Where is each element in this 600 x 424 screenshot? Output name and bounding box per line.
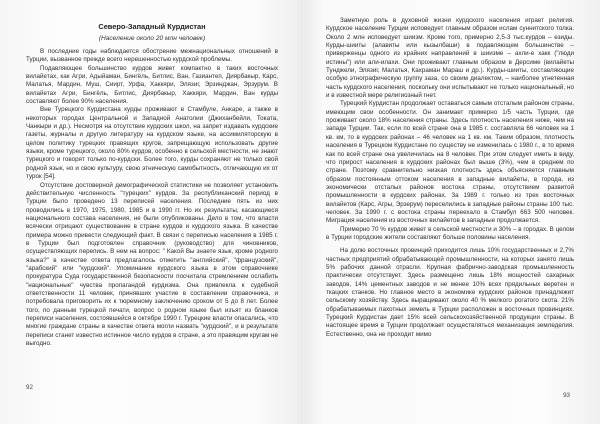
paragraph: В последние годы наблюдается обострение межнациональных отношений в Турции, вызванное прежде всего нерешенностью курдской проблемы. — [26, 48, 278, 64]
paragraph: На долю восточных провинций приходится лишь 10% государственных и 2,7% частных предприятий обрабатывающей промышленности, на которых занято лишь 5% рабочих данной отрасли. Крупная фабрично-заводская промышленность практически отсутствует. Здесь размещено лишь 18% мощностей сахарных заводов, 14% цементных заводов и не менее 10% всех прядильных веретен и ткацких станков. Но главное место в экономике курдских районов принадлежит сельскому хозяйству. Здесь выращивают около 40 % мелкого рогатого скота. 21% обрабатываемых пахотных земель в Турции расположен в восточных провинциях. Турецкий Курдистан дает 15% всей сельскохозяйственной продукции страны. В настоящее время в Турции продолжает осуществляться механизация земледелия. Естественно, она не проходит мимо — [326, 247, 574, 338]
section-title: Северо-Западный Курдистан — [98, 22, 206, 31]
paragraph: Примерно 70 % курдов живет в сельской местности и 30% – в городах. В целом в Турции городские жители составляют больше половины населения. — [326, 225, 574, 241]
page-number: 93 — [563, 392, 570, 399]
paragraph: Заметную роль в духовной жизни курдского населения играет религия. Курдское население Турции исповедует главным образом ислам суннитского толка. Около 2 млн исповедует шиизм. Кроме того, примерно 2,5-3 тыс.курдов – езиды. Курды-шииты (алавиты или кызылбаши) в подавляющем большинстве – приверженцы одного из крайних направлений в шиизме – ахли-е хакк ("люди истины") или али-илахи. Они проживают главным образом в Дерсиме (вилайеты Тунджели, Элязиг, Малатья, Кахраман Мараш и др.). Курды-шииты, составляющие особую этнографическую группу заза, со своим диалектом, – наиболее угнетенная часть курдского населения, поскольку они испытывают не только национальный, но и в известной мере религиозный гнет. — [326, 17, 574, 100]
paragraph: Подавляющее большинство курдов живет компактно в таких восточных вилайетах, как Агри, Адыйаман, Бингёль, Битлис, Ван, Газиантеп, Диярбакыр, Карс, Малатья, Мардин, Муш, Сиирт, Урфа, Хаккяри, Элязиг, Эрзинджан, Эрзурум. В вилайетах Агри, Бингёль, Битлис, Диярбакыр, Хаккяри, Мардин, Ван курды составляют более 90% населения. — [26, 64, 278, 106]
paragraph: Вне Турецкого Курдистана курды проживают в Стамбуле, Анкаре, а также в некоторых городах Центральной и Западной Анатолии (Джиханбейли, Токата, Чанкыри и др.). Несмотря на отсутствие курдских школ, на запрет издавать курдские газеты, журналы и другую литературу на курдском языке, на ассимиляторскую в целом политику турецких правящих кругов, запрещающую использовать другие языки, кроме турецкого, около 80% курдов, особенно в сельской местности, не знают турецкого и говорят только по-курдски. Более того, курды сохраняют не только свой родной язык, но и свою культуру, свою этническую самобытность, отличающую их от турок [54]. — [26, 106, 278, 181]
paragraph: Отсутствие достоверной демографической статистики не позволяет установить действительную численность "турецких" курдов. За республиканский период в Турции было проведено 13 переписей населения. Последние пять из них проводились в 1970, 1975, 1980, 1985 и в 1990 гг. Но их результаты, касающиеся национального состава населения, не были опубликованы. Дело в том, что власти всячески отрицают существование в стране курдов и курдского языка. В качестве примера можно привести следующий факт. В связи с переписью населения в 1985 г. в Турции был подготовлен справочник (руководство) для чиновников, осуществляющих перепись. В нем на вопрос: " Какой Вы знаете язык, кроме родного языка?" в качестве ответа предлагалось отметить "английский", "французский", "арабский" или "курдский". Упоминание курдского языка в этом справочнике прокуратура Суда государственной безопасности посчитала стремлением ослабить "национальные" чувства пропагандой курдизма. Она привлекла к судебной ответственности 11 человек, принявших участие в составлении справочника, и потребовала приговорить их к тюремному заключению сроком от 5 до 8 лет. Более того, по данным турецкой печати, вопрос о родном языке был изъят из бланков переписи населения, состоявшейся в октябре 1990 г. Турецкие власти опасались, что многие граждане страны в качестве ответа могли назвать "курдский", и в результате переписи станет известно истинное число курдов в стране, а это правящим кругам не выгодно. — [26, 181, 278, 348]
page-number: 92 — [26, 384, 33, 391]
right-page — [300, 0, 600, 424]
section-subtitle: (Население около 20 млн человек) — [98, 35, 206, 42]
paragraph: Турецкий Курдистан продолжает оставаться самым отсталым районом страны, имеющим свои особенности. Он занимает примерно 1/5 часть Турции, где проживает около 18% населения страны. Здесь плотность населения ниже, чем на западе Турции. Так, если по всей стране она в 1985 г. составляла 66 человек на 1 кв. км, то в курдских районах – 46 человек на 1 кв. км. Таким образом, плотность населения в Турецком Курдистане по существу не изменилась с 1980 г., в то время как по всей стране она увеличилась на 8 человек. При этом следует иметь в виду, что прирост населения в курдских районах был выше (3%), чем в среднем по стране. Поэтому сравнительно низкая плотность здесь объясняется главным образом постоянным оттоком населения в западные вилайеты, в города, из экономически отсталых районов востока страны, отсутствием развитой промышленности в курдских районах. За 1989 г. только из трех восточных вилайетов (Карс, Агры, Эрзерум) переселились в западные районы страны 100 тыс. человек. За 1990 г. с востока страны переехало в Стамбул 663 500 человек. Миграция населения из восточных вилайетов в западные продолжается. — [326, 100, 574, 225]
